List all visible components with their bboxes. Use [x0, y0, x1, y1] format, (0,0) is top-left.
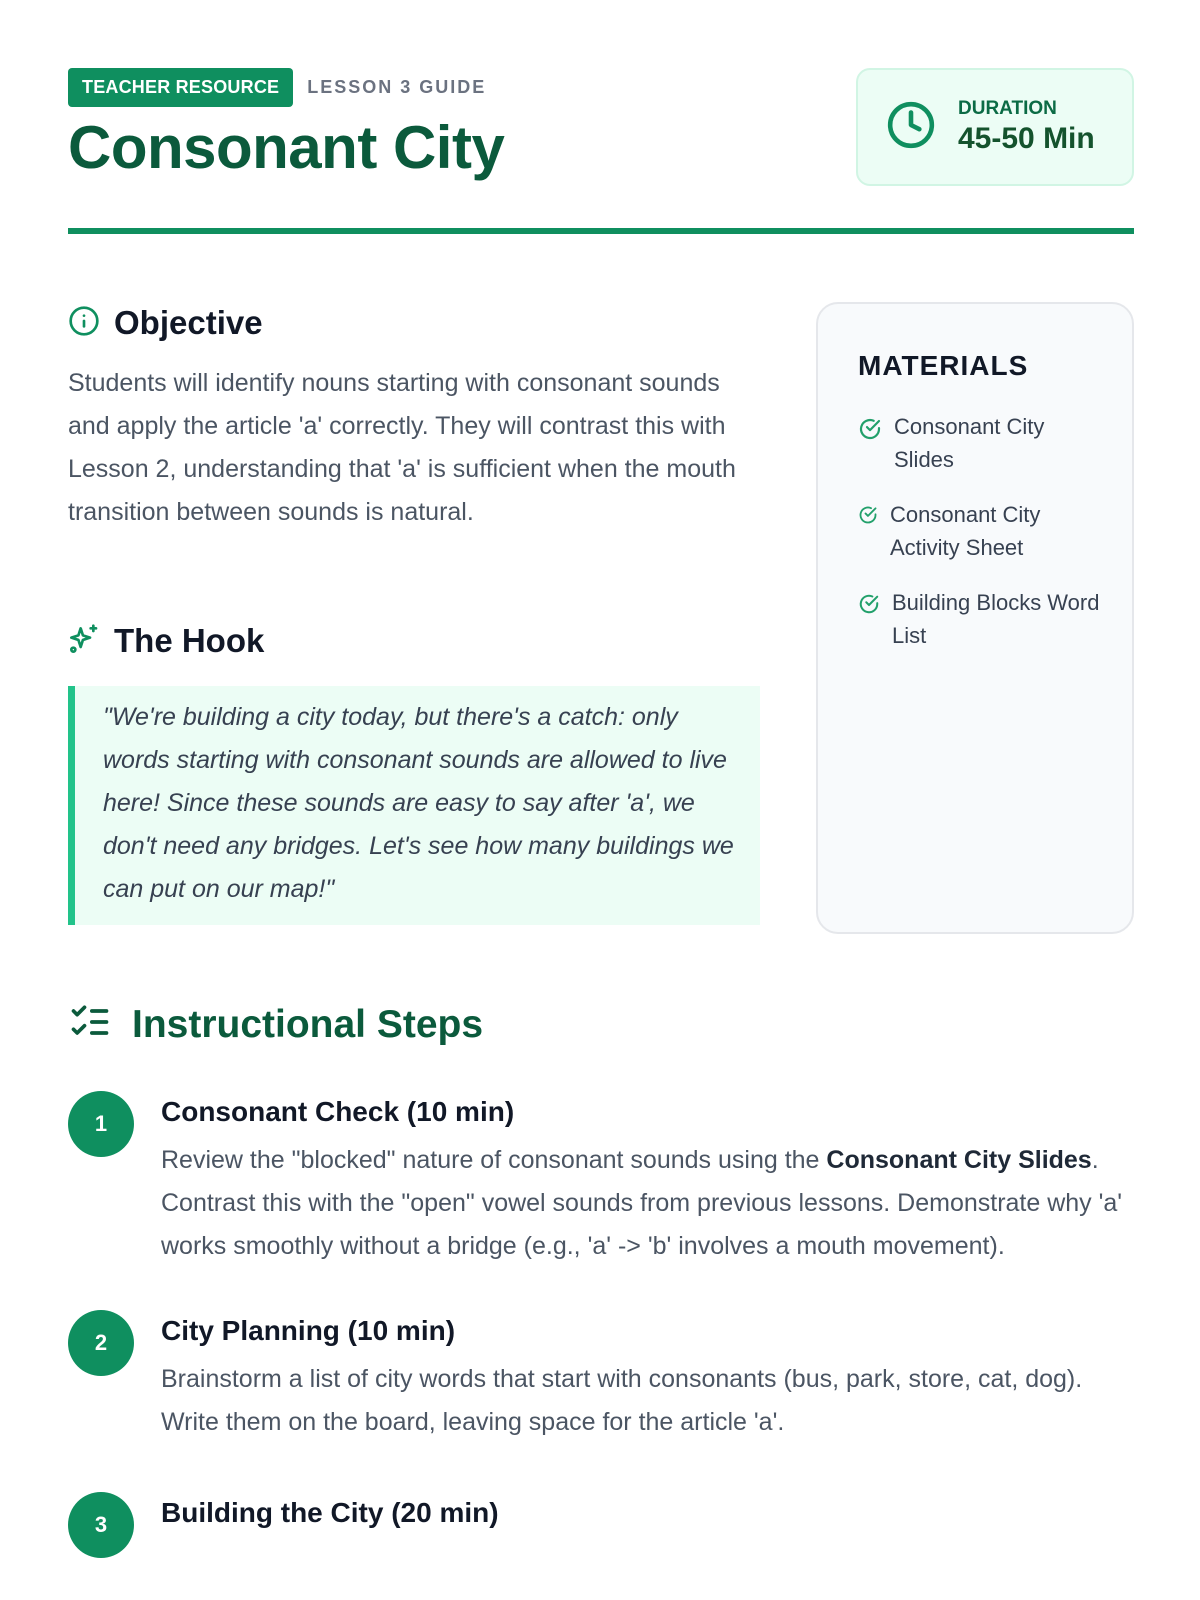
- material-item: [858, 586, 1102, 652]
- material-label: Consonant City Activity Sheet: [890, 502, 1041, 560]
- step-title: Consonant Check (10 min): [161, 1096, 515, 1127]
- step-number: 3: [68, 1492, 134, 1558]
- step-number: 1: [68, 1091, 134, 1157]
- check-circle-icon: [858, 417, 882, 446]
- step-text: Review the "blocked" nature of consonant sounds using the Consonant City Slides. Contrast this with the "open" vowel sounds from previous lessons. Demonstrate why 'a' works smoothly without a bridge (e.g., 'a' -> 'b' involves a mouth movement).: [161, 1146, 1123, 1260]
- step-number: 2: [68, 1310, 134, 1376]
- info-icon: [68, 305, 100, 342]
- step-item: [68, 1310, 1134, 1444]
- duration-card: [856, 68, 1134, 186]
- check-circle-icon: [858, 593, 880, 620]
- step-title: Building the City (20 min): [161, 1497, 499, 1528]
- page-title: Consonant City: [68, 114, 505, 181]
- step-item: [68, 1492, 1134, 1537]
- materials-panel: [816, 302, 1134, 934]
- hook-section: [68, 622, 760, 925]
- objective-heading: Objective: [114, 304, 263, 341]
- step-title: City Planning (10 min): [161, 1315, 456, 1346]
- objective-section: [68, 304, 768, 534]
- hook-heading: The Hook: [114, 622, 265, 659]
- steps-heading-row: [68, 1000, 1134, 1049]
- steps-heading: Instructional Steps: [132, 1002, 484, 1046]
- material-label: Consonant City Slides: [894, 414, 1045, 472]
- check-circle-icon: [858, 505, 878, 530]
- page-header: [68, 68, 1134, 200]
- material-item: [858, 498, 1102, 564]
- hook-quote: "We're building a city today, but there's a catch: only words starting with consonant sounds are allowed to live here! Since these sounds are easy to say after 'a', we don't need any bridges. Let's see how many buildings we can put on our map!": [68, 686, 760, 925]
- step-text: Brainstorm a list of city words that start with consonants (bus, park, store, cat, dog). Write them on the board, leaving space for the article 'a'.: [161, 1365, 1083, 1436]
- materials-heading: MATERIALS: [858, 350, 1029, 381]
- objective-text: Students will identify nouns starting with consonant sounds and apply the article 'a' correctly. They will contrast this with Lesson 2, understanding that 'a' is sufficient when the mouth transition between sounds is natural.: [68, 369, 736, 526]
- instructional-steps-section: [68, 1000, 1134, 1537]
- duration-label: DURATION: [958, 98, 1057, 119]
- duration-info: [958, 98, 1095, 156]
- hook-heading-row: [68, 622, 760, 660]
- list-checks-icon: [68, 1000, 112, 1049]
- header-divider: [68, 228, 1134, 234]
- resource-badge: TEACHER RESOURCE: [68, 68, 293, 107]
- objective-heading-row: [68, 304, 768, 342]
- material-label: Building Blocks Word List: [892, 590, 1100, 648]
- material-item: [858, 410, 1102, 476]
- step-item: [68, 1091, 1134, 1268]
- lesson-label: LESSON 3 GUIDE: [307, 77, 487, 97]
- clock-icon: [886, 100, 936, 155]
- duration-value: 45-50 Min: [958, 122, 1095, 155]
- sparkles-icon: [68, 623, 100, 660]
